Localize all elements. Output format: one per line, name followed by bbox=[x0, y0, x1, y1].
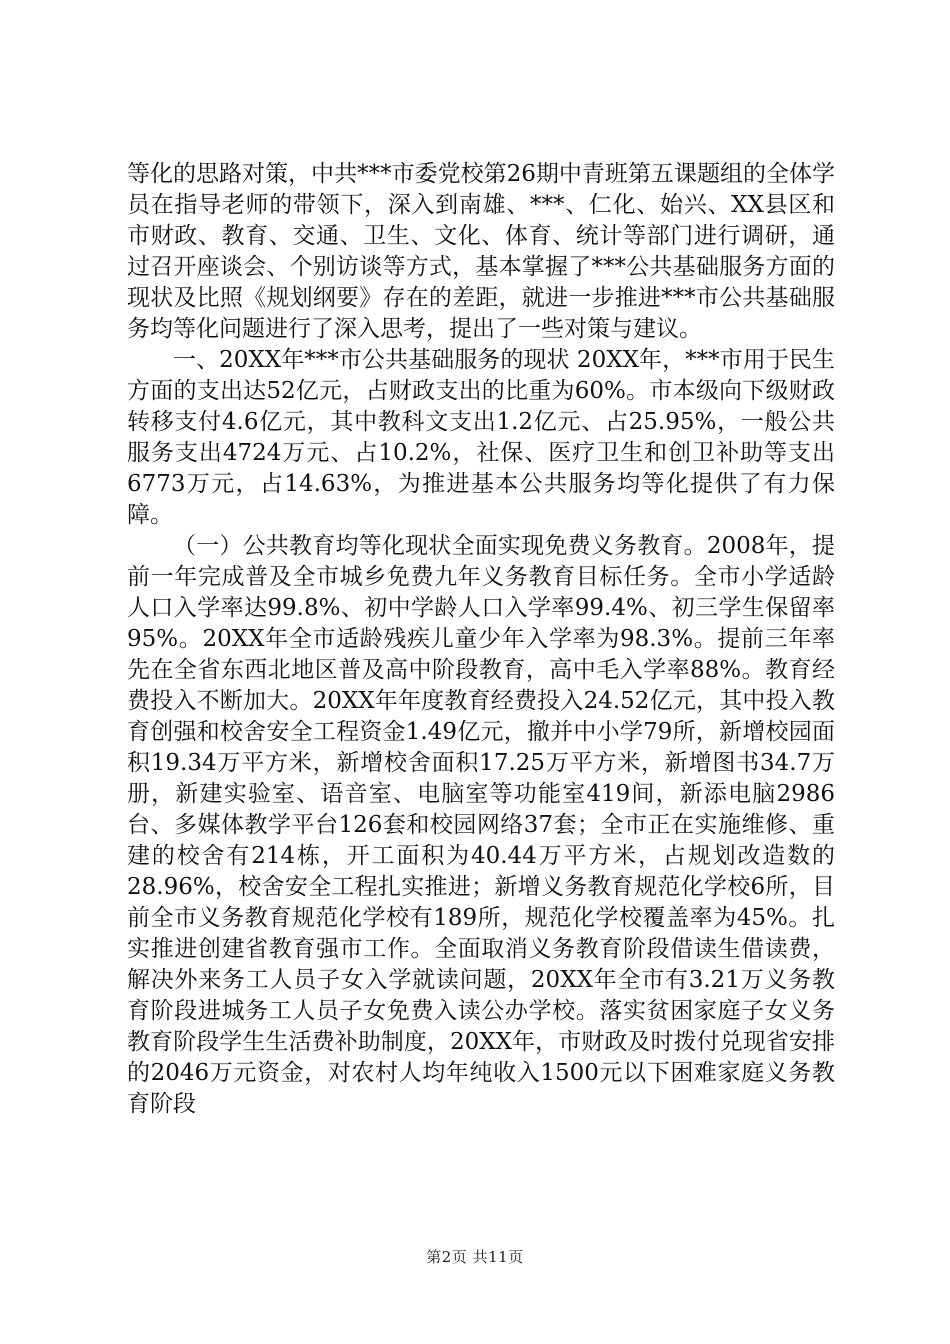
paragraph-section-one: 一、20XX年***市公共基础服务的现状 20XX年，***市用于民生方面的支出达52亿元，占财政支出的比重为60%。市本级向下级财政转移支付4.6亿元，其中教科文支出1.2亿元、占25.95%，一般公共服务支出4724万元、占10.2%，社保、医疗卫生和创卫补助等支出6773万元，占14.63%，为推进基本公共服务均等化提供了有力保障。 bbox=[127, 347, 835, 528]
paragraph-public-education: （一）公共教育均等化现状全面实现免费义务教育。2008年，提前一年完成普及全市城乡免费九年义务教育目标任务。全市小学适龄人口入学率达99.8%、初中学龄人口入学率99.4%、初三学生保留率95%。20XX年全市适龄残疾儿童少年入学率为98.3%。提前三年率先在全省东西北地区普及高中阶段教育，高中毛入学率88%。教育经费投入不断加大。20XX年年度教育经费投入24.52亿元，其中投入教育创强和校舍安全工程资金1.49亿元，撤并中小学79所，新增校园面积19.34万平方米，新增校舍面积17.25万平方米，新增图书34.7万册，新建实验室、语音室、电脑室等功能室419间，新添电脑2986台、多媒体教学平台126套和校园网络37套；全市正在实施维修、重建的校舍有214栋，开工面积为40.44万平方米，占规划改造数的28.96%，校舍安全工程扎实推进；新增义务教育规范化学校6所，目前全市义务教育规范化学校有189所，规范化学校覆盖率为45%。扎实推进创建省教育强市工作。全面取消义务教育阶段借读生借读费，解决外来务工人员子女入学就读问题，20XX年全市有3.21万义务教育阶段进城务工人员子女免费入读公办学校。落实贫困家庭子女义务教育阶段学生生活费补助制度，20XX年，市财政及时拨付兑现省安排的2046万元资金，对农村人均年纯收入1500元以下困难家庭义务教育阶段 bbox=[127, 533, 835, 1117]
paragraph-continuation: 等化的思路对策，中共***市委党校第26期中青班第五课题组的全体学员在指导老师的带领下，深入到南雄、***、仁化、始兴、XX县区和市财政、教育、交通、卫生、文化、体育、统计等部门进行调研，通过召开座谈会、个别访谈等方式，基本掌握了***公共基础服务方面的现状及比照《规划纲要》存在的差距，就进一步推进***市公共基础服务均等化问题进行了深入思考，提出了一些对策与建议。 bbox=[127, 161, 835, 342]
page-number-footer: 第2页 共11页 bbox=[426, 1248, 524, 1266]
document-body bbox=[127, 159, 835, 1120]
